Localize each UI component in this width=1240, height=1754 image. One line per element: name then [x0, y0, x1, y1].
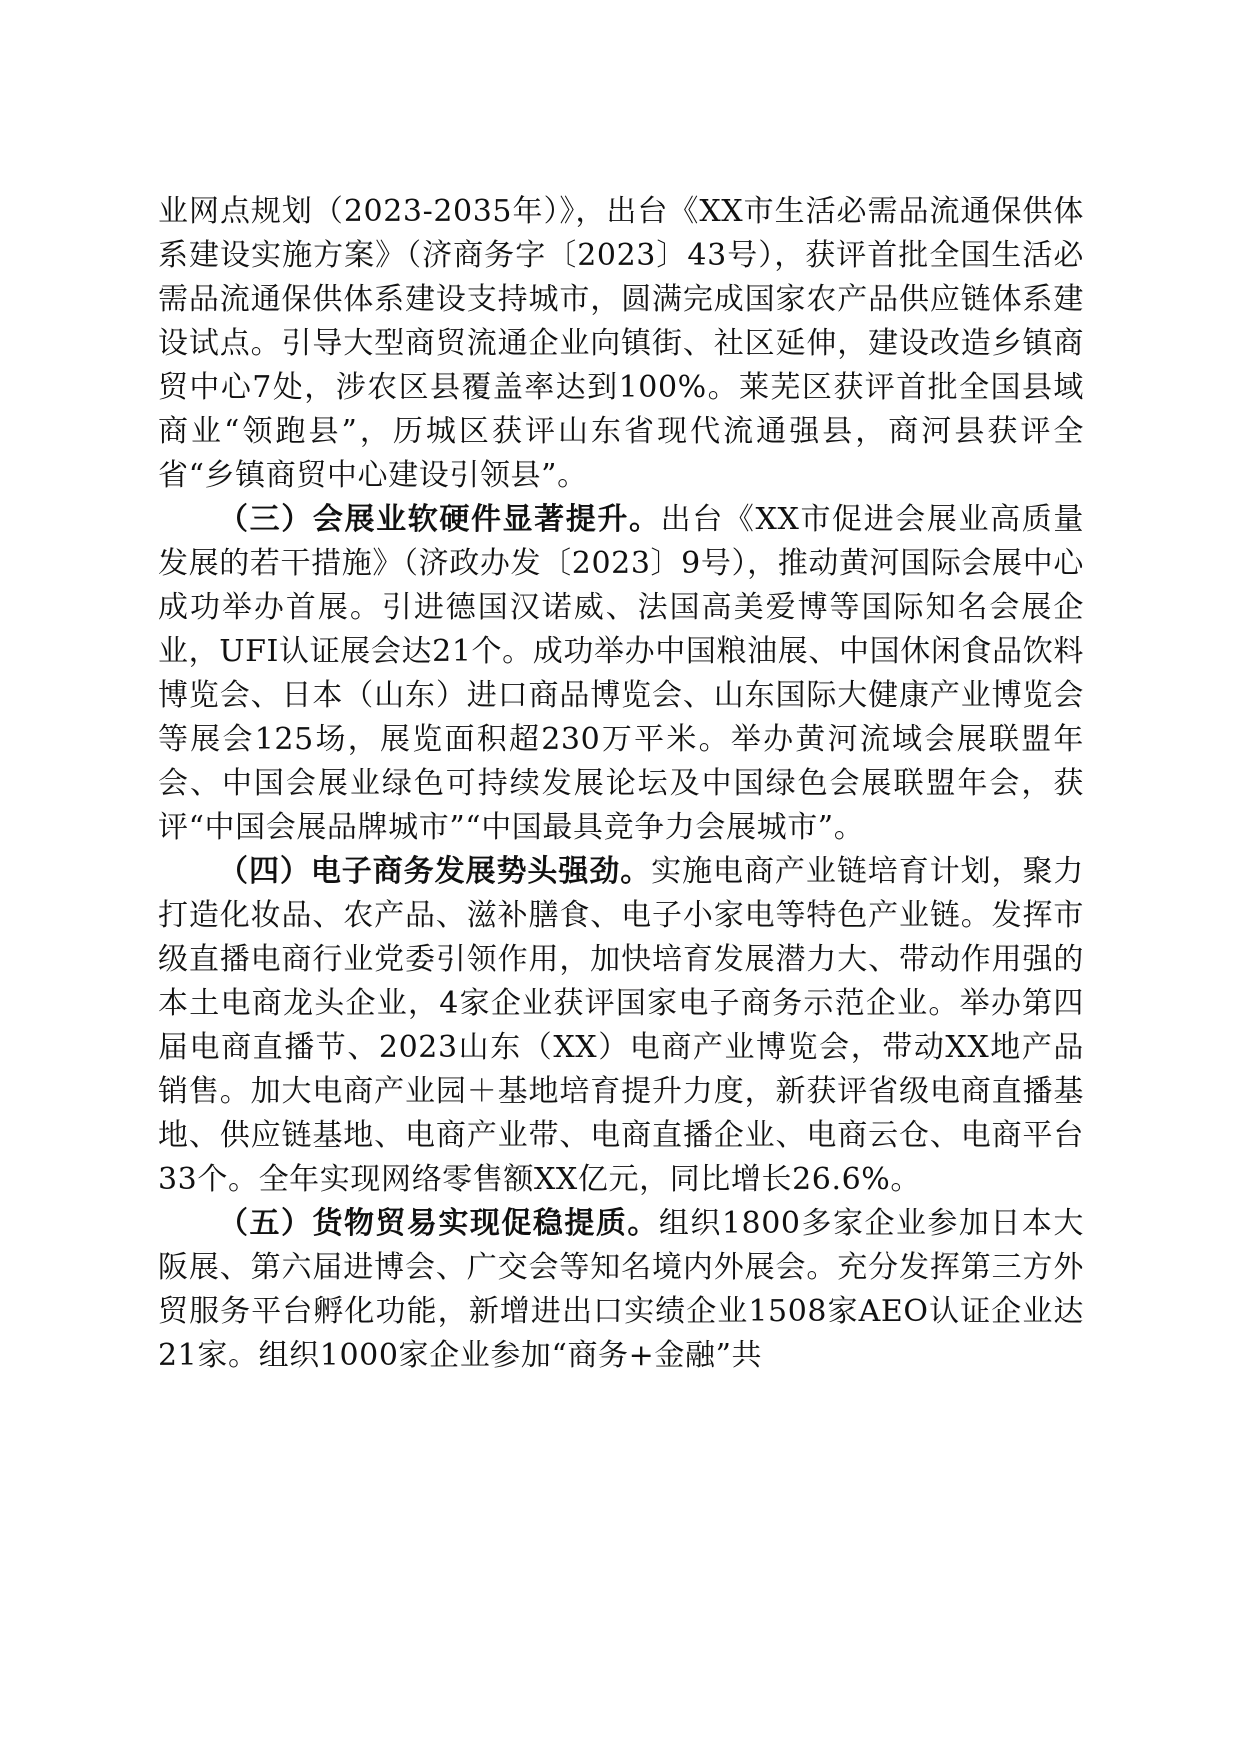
- paragraph-body: 业网点规划（2023-2035年）》，出台《XX市生活必需品流通保供体系建设实施方案》（济商务字〔2023〕43号），获评首批全国生活必需品流通保供体系建设支持城市，圆满完成国家农产品供应链体系建设试点。引导大型商贸流通企业向镇街、社区延伸，建设改造乡镇商贸中心7处，涉农区县覆盖率达到100%。莱芜区获评首批全国县域商业“领跑县”，历城区获评山东省现代流通强县，商河县获评全省“乡镇商贸中心建设引领县”。: [158, 194, 1084, 493]
- paragraph-body: 出台《XX市促进会展业高质量发展的若干措施》（济政办发〔2023〕9号），推动黄河国际会展中心成功举办首展。引进德国汉诺威、法国高美爱博等国际知名会展企业，UFI认证展会达21个。成功举办中国粮油展、中国休闲食品饮料博览会、日本（山东）进口商品博览会、山东国际大健康产业博览会等展会125场，展览面积超230万平米。举办黄河流域会展联盟年会、中国会展业绿色可持续发展论坛及中国绿色会展联盟年会，获评“中国会展品牌城市”“中国最具竞争力会展城市”。: [158, 502, 1084, 845]
- paragraph-trade: [158, 1202, 1084, 1378]
- paragraph-continuation: [158, 190, 1084, 498]
- section-heading-ecommerce: （四）电子商务发展势头强劲。: [218, 854, 652, 889]
- paragraph-ecommerce: [158, 850, 1084, 1202]
- paragraph-exhibition: [158, 498, 1084, 850]
- section-heading-exhibition: （三）会展业软硬件显著提升。: [218, 502, 661, 537]
- paragraph-body: 实施电商产业链培育计划，聚力打造化妆品、农产品、滋补膳食、电子小家电等特色产业链。发挥市级直播电商行业党委引领作用，加快培育发展潜力大、带动作用强的本土电商龙头企业，4家企业获评国家电子商务示范企业。举办第四届电商直播节、2023山东（XX）电商产业博览会，带动XX地产品销售。加大电商产业园＋基地培育提升力度，新获评省级电商直播基地、供应链基地、电商产业带、电商直播企业、电商云仓、电商平台33个。全年实现网络零售额XX亿元，同比增长26.6%。: [158, 854, 1084, 1197]
- document-page: [158, 190, 1084, 1378]
- section-heading-trade: （五）货物贸易实现促稳提质。: [218, 1206, 659, 1241]
- paragraph-body: 组织1800多家企业参加日本大阪展、第六届进博会、广交会等知名境内外展会。充分发挥第三方外贸服务平台孵化功能，新增进出口实绩企业1508家AEO认证企业达21家。组织1000家企业参加“商务+金融”共: [158, 1206, 1084, 1373]
